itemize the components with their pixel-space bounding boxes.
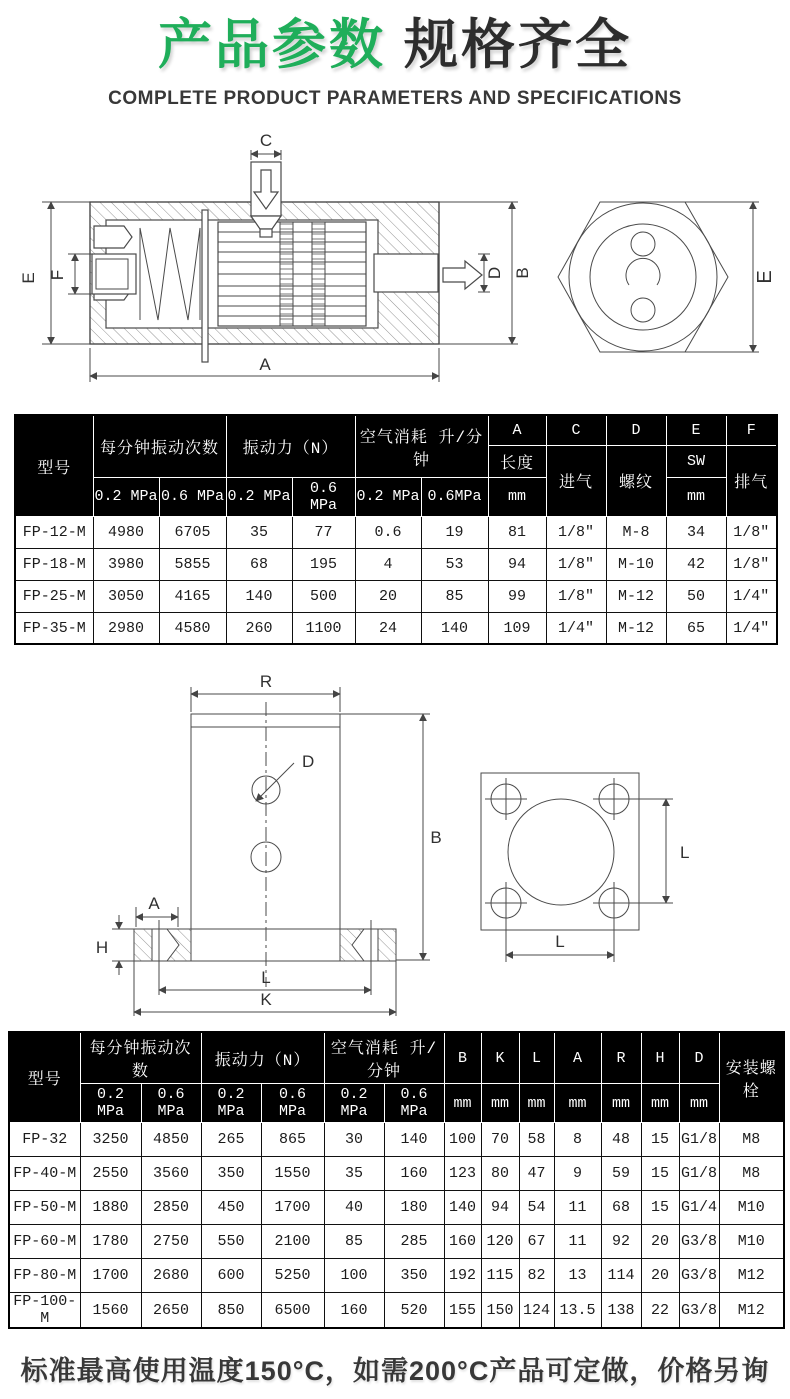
value-cell: 2650 <box>141 1293 201 1329</box>
value-cell: 850 <box>201 1293 261 1329</box>
model-cell: FP-32 <box>9 1123 80 1157</box>
value-cell: 13 <box>554 1259 601 1293</box>
value-cell: 0.6 <box>355 516 421 548</box>
model-cell: FP-18-M <box>15 548 93 580</box>
col-header-A: A <box>554 1032 601 1084</box>
value-cell: M12 <box>719 1259 784 1293</box>
value-cell: 22 <box>641 1293 679 1329</box>
value-cell: 11 <box>554 1225 601 1259</box>
svg-text:L: L <box>555 932 565 952</box>
table-row <box>9 1293 784 1329</box>
value-cell: 3560 <box>141 1157 201 1191</box>
col-header-force: 振动力（N） <box>201 1032 324 1084</box>
value-cell: 1/4″ <box>726 580 777 612</box>
mounting-drawing <box>0 657 790 1017</box>
value-cell: 285 <box>384 1225 444 1259</box>
value-cell: 4850 <box>141 1123 201 1157</box>
svg-text:E: E <box>754 270 776 285</box>
svg-text:E: E <box>19 272 38 285</box>
value-cell: M-12 <box>606 580 666 612</box>
value-cell: 15 <box>641 1123 679 1157</box>
table-row <box>15 548 777 580</box>
value-cell: M-12 <box>606 612 666 644</box>
value-cell: 2850 <box>141 1191 201 1225</box>
value-cell: 47 <box>519 1157 554 1191</box>
value-cell: 1/8″ <box>726 516 777 548</box>
value-cell: 92 <box>601 1225 641 1259</box>
value-cell: 15 <box>641 1157 679 1191</box>
value-cell: 160 <box>444 1225 481 1259</box>
value-cell: G1/8 <box>679 1157 719 1191</box>
value-cell: 77 <box>292 516 355 548</box>
subcol-pressure: 0.6 MPa <box>159 477 226 516</box>
subtitle: COMPLETE PRODUCT PARAMETERS AND SPECIFICATIONS <box>108 88 682 110</box>
col-header-L: L <box>519 1032 554 1084</box>
value-cell: 2680 <box>141 1259 201 1293</box>
col-header-A: A <box>488 415 546 445</box>
value-cell: 68 <box>601 1191 641 1225</box>
dim-A2 <box>136 894 178 927</box>
value-cell: 20 <box>641 1225 679 1259</box>
col-header-model: 型号 <box>15 415 93 516</box>
value-cell: 4 <box>355 548 421 580</box>
value-cell: 50 <box>666 580 726 612</box>
svg-text:A: A <box>259 355 271 375</box>
value-cell: 160 <box>324 1293 384 1329</box>
svg-text:F: F <box>48 270 67 281</box>
value-cell: 2980 <box>93 612 159 644</box>
dim-A <box>90 348 439 382</box>
title-highlight: 产品参数 <box>157 15 386 75</box>
temperature-note: 标准最高使用温度150°C，如需200°C产品可定做，价格另询 <box>20 1356 770 1387</box>
value-cell: 94 <box>488 548 546 580</box>
value-cell: 1/8″ <box>546 548 606 580</box>
value-cell: 85 <box>324 1225 384 1259</box>
value-cell: 100 <box>444 1123 481 1157</box>
flange <box>134 920 396 970</box>
dim-F <box>48 254 92 294</box>
dim-C <box>251 132 281 160</box>
table-row <box>15 516 777 548</box>
value-cell: 81 <box>488 516 546 548</box>
table-row <box>9 1123 784 1157</box>
subcol-pressure: 0.6 MPa <box>141 1084 201 1123</box>
subcol-pressure: 0.2 MPa <box>226 477 292 516</box>
bolt-holes <box>485 778 635 924</box>
dim-E-hex <box>685 202 776 352</box>
value-cell: 100 <box>324 1259 384 1293</box>
value-cell: 54 <box>519 1191 554 1225</box>
value-cell: 82 <box>519 1259 554 1293</box>
value-cell: 20 <box>355 580 421 612</box>
value-cell: G3/8 <box>679 1225 719 1259</box>
value-cell: 68 <box>226 548 292 580</box>
value-cell: 260 <box>226 612 292 644</box>
col-header-vibrations: 每分钟振动次数 <box>93 415 226 477</box>
top-hole <box>631 232 655 256</box>
col-header-D: D <box>606 415 666 445</box>
dim-D <box>478 254 504 292</box>
piston <box>218 222 366 326</box>
subcol-pressure: 0.6MPa <box>421 477 488 516</box>
body-circle <box>508 799 614 905</box>
value-cell: 24 <box>355 612 421 644</box>
col-header-air: 空气消耗 升/分钟 <box>324 1032 444 1084</box>
svg-text:H: H <box>95 938 109 958</box>
subcol-pressure: 0.6 MPa <box>261 1084 324 1123</box>
value-cell: 2550 <box>80 1157 141 1191</box>
col-header-C: C <box>546 415 606 445</box>
value-cell: 520 <box>384 1293 444 1329</box>
table-row <box>15 580 777 612</box>
table-row <box>15 612 777 644</box>
value-cell: 5250 <box>261 1259 324 1293</box>
value-cell: M8 <box>719 1123 784 1157</box>
page-title <box>0 16 790 75</box>
value-cell: 53 <box>421 548 488 580</box>
dim-L-side <box>629 799 689 903</box>
col-header-length: 长度 <box>488 445 546 477</box>
subcol-unit: mm <box>666 477 726 516</box>
vibrator-hex-end-view <box>543 168 783 398</box>
value-cell: 6705 <box>159 516 226 548</box>
air-out-arrow <box>443 261 482 289</box>
value-cell: 67 <box>519 1225 554 1259</box>
value-cell: 123 <box>444 1157 481 1191</box>
value-cell: 1100 <box>292 612 355 644</box>
subcol-unit: mm <box>519 1084 554 1123</box>
subcol-unit: mm <box>481 1084 519 1123</box>
value-cell: M8 <box>719 1157 784 1191</box>
value-cell: 19 <box>421 516 488 548</box>
value-cell: 20 <box>641 1259 679 1293</box>
svg-text:B: B <box>513 267 532 280</box>
col-header-B: B <box>444 1032 481 1084</box>
model-cell: FP-25-M <box>15 580 93 612</box>
value-cell: M10 <box>719 1191 784 1225</box>
col-header-E: E <box>666 415 726 445</box>
title-plain <box>386 15 404 75</box>
col-header-intake: 进气 <box>546 445 606 516</box>
value-cell: 865 <box>261 1123 324 1157</box>
subcol-unit: mm <box>444 1084 481 1123</box>
col-header-F: F <box>726 415 777 445</box>
value-cell: G1/8 <box>679 1123 719 1157</box>
value-cell: 3050 <box>93 580 159 612</box>
value-cell: 6500 <box>261 1293 324 1329</box>
model-cell: FP-40-M <box>9 1157 80 1191</box>
col-header-H: H <box>641 1032 679 1084</box>
col-header-air: 空气消耗 升/分钟 <box>355 415 488 477</box>
value-cell: 1550 <box>261 1157 324 1191</box>
vibrator-section-view <box>18 132 543 394</box>
col-header-bolt: 安装螺栓 <box>719 1032 784 1123</box>
value-cell: 13.5 <box>554 1293 601 1329</box>
title-rest: 规格齐全 <box>404 15 632 75</box>
value-cell: 4165 <box>159 580 226 612</box>
col-header-model: 型号 <box>9 1032 80 1123</box>
subcol-unit: mm <box>641 1084 679 1123</box>
value-cell: 140 <box>384 1123 444 1157</box>
value-cell: 15 <box>641 1191 679 1225</box>
value-cell: M12 <box>719 1293 784 1329</box>
value-cell: 8 <box>554 1123 601 1157</box>
value-cell: 1780 <box>80 1225 141 1259</box>
value-cell: 5855 <box>159 548 226 580</box>
value-cell: 195 <box>292 548 355 580</box>
flange-front-view <box>86 657 446 1017</box>
value-cell: M-10 <box>606 548 666 580</box>
spec-table-mounting <box>8 1031 785 1329</box>
col-header-D: D <box>679 1032 719 1084</box>
dim-H <box>96 915 134 975</box>
value-cell: 138 <box>601 1293 641 1329</box>
dim-L-bottom <box>506 918 614 962</box>
value-cell: 550 <box>201 1225 261 1259</box>
value-cell: 500 <box>292 580 355 612</box>
section-view-drawing <box>0 132 790 398</box>
value-cell: 59 <box>601 1157 641 1191</box>
value-cell: 11 <box>554 1191 601 1225</box>
dim-B2 <box>340 714 442 960</box>
col-header-R: R <box>601 1032 641 1084</box>
value-cell: 160 <box>384 1157 444 1191</box>
svg-text:L: L <box>680 843 690 863</box>
value-cell: 115 <box>481 1259 519 1293</box>
value-cell: 2750 <box>141 1225 201 1259</box>
value-cell: 70 <box>481 1123 519 1157</box>
value-cell: 80 <box>481 1157 519 1191</box>
center-circlip <box>626 259 660 286</box>
flange-top-view <box>446 735 746 975</box>
value-cell: 1/4″ <box>546 612 606 644</box>
value-cell: 600 <box>201 1259 261 1293</box>
svg-text:R: R <box>259 672 273 692</box>
value-cell: 1/8″ <box>546 516 606 548</box>
subcol-pressure: 0.2 MPa <box>324 1084 384 1123</box>
col-header-thread: 螺纹 <box>606 445 666 516</box>
subcol-pressure: 0.2 MPa <box>93 477 159 516</box>
rod <box>202 210 208 362</box>
value-cell: 1700 <box>261 1191 324 1225</box>
value-cell: 30 <box>324 1123 384 1157</box>
col-header-vibrations: 每分钟振动次数 <box>80 1032 201 1084</box>
value-cell: 85 <box>421 580 488 612</box>
value-cell: 350 <box>201 1157 261 1191</box>
value-cell: 9 <box>554 1157 601 1191</box>
model-cell: FP-60-M <box>9 1225 80 1259</box>
table-row <box>9 1157 784 1191</box>
model-cell: FP-50-M <box>9 1191 80 1225</box>
value-cell: G3/8 <box>679 1293 719 1329</box>
value-cell: 48 <box>601 1123 641 1157</box>
svg-text:D: D <box>485 267 504 280</box>
col-header-K: K <box>481 1032 519 1084</box>
outlet-port <box>374 254 438 292</box>
value-cell: 58 <box>519 1123 554 1157</box>
value-cell: 40 <box>324 1191 384 1225</box>
flange-plate <box>481 773 639 930</box>
exhaust-port <box>92 226 136 300</box>
value-cell: 150 <box>481 1293 519 1329</box>
value-cell: 1/4″ <box>726 612 777 644</box>
subcol-pressure: 0.2 MPa <box>201 1084 261 1123</box>
subcol-pressure: 0.6 MPa <box>292 477 355 516</box>
value-cell: 35 <box>226 516 292 548</box>
value-cell: 124 <box>519 1293 554 1329</box>
col-header-sw: SW <box>666 445 726 477</box>
svg-text:L: L <box>261 968 271 988</box>
value-cell: 35 <box>324 1157 384 1191</box>
col-header-exhaust: 排气 <box>726 445 777 516</box>
table1-body <box>15 516 777 644</box>
value-cell: 42 <box>666 548 726 580</box>
model-cell: FP-12-M <box>15 516 93 548</box>
subcol-pressure: 0.2 MPa <box>355 477 421 516</box>
title-block <box>0 0 790 110</box>
subcol-unit: mm <box>679 1084 719 1123</box>
value-cell: 34 <box>666 516 726 548</box>
value-cell: 180 <box>384 1191 444 1225</box>
value-cell: 2100 <box>261 1225 324 1259</box>
spec-table-basic <box>14 414 778 645</box>
svg-text:K: K <box>260 990 272 1010</box>
model-cell: FP-100-M <box>9 1293 80 1329</box>
svg-text:A: A <box>148 894 160 914</box>
value-cell: 1700 <box>80 1259 141 1293</box>
value-cell: 350 <box>384 1259 444 1293</box>
value-cell: 192 <box>444 1259 481 1293</box>
subcol-unit: mm <box>488 477 546 516</box>
value-cell: 1/8″ <box>546 580 606 612</box>
value-cell: G3/8 <box>679 1259 719 1293</box>
value-cell: M-8 <box>606 516 666 548</box>
value-cell: 1560 <box>80 1293 141 1329</box>
value-cell: 3250 <box>80 1123 141 1157</box>
value-cell: 4980 <box>93 516 159 548</box>
value-cell: 265 <box>201 1123 261 1157</box>
subcol-unit: mm <box>601 1084 641 1123</box>
svg-text:D: D <box>302 752 315 772</box>
value-cell: 1880 <box>80 1191 141 1225</box>
model-cell: FP-35-M <box>15 612 93 644</box>
value-cell: 94 <box>481 1191 519 1225</box>
col-header-force: 振动力（N） <box>226 415 355 477</box>
model-cell: FP-80-M <box>9 1259 80 1293</box>
value-cell: 4580 <box>159 612 226 644</box>
value-cell: 99 <box>488 580 546 612</box>
value-cell: 65 <box>666 612 726 644</box>
value-cell: 450 <box>201 1191 261 1225</box>
value-cell: 3980 <box>93 548 159 580</box>
value-cell: 1/8″ <box>726 548 777 580</box>
svg-text:B: B <box>430 828 442 848</box>
table-row <box>9 1259 784 1293</box>
value-cell: 140 <box>421 612 488 644</box>
value-cell: 120 <box>481 1225 519 1259</box>
value-cell: 140 <box>226 580 292 612</box>
value-cell: 140 <box>444 1191 481 1225</box>
subcol-pressure: 0.2 MPa <box>80 1084 141 1123</box>
subcol-unit: mm <box>554 1084 601 1123</box>
table-row <box>9 1191 784 1225</box>
value-cell: 155 <box>444 1293 481 1329</box>
value-cell: G1/4 <box>679 1191 719 1225</box>
value-cell: M10 <box>719 1225 784 1259</box>
table-row <box>9 1225 784 1259</box>
bottom-hole <box>631 298 655 322</box>
subcol-pressure: 0.6 MPa <box>384 1084 444 1123</box>
svg-text:C: C <box>259 132 273 151</box>
value-cell: 109 <box>488 612 546 644</box>
value-cell: 114 <box>601 1259 641 1293</box>
table2-body <box>9 1123 784 1329</box>
